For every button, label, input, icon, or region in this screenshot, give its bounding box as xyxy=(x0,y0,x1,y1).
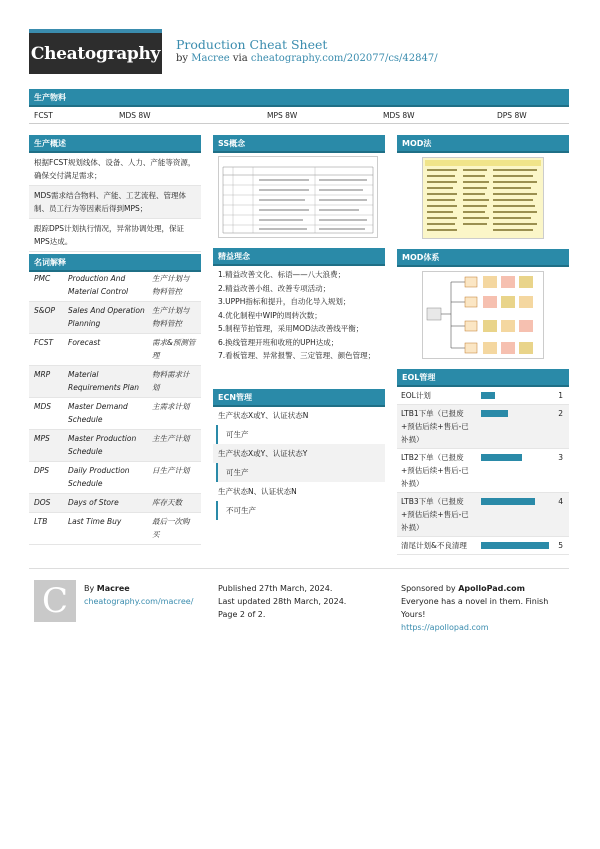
mod-table-thumbnail xyxy=(423,158,543,238)
ecn-state: 生产状态X或Y、认证状态Y xyxy=(213,444,385,463)
ecn-result: 可生产 xyxy=(216,463,385,482)
lean-list xyxy=(218,268,384,363)
ecn-state: 生产状态X或Y、认证状态N xyxy=(218,411,309,420)
eol-value-bar xyxy=(481,542,549,549)
ecn-result: 不可生产 xyxy=(216,501,385,520)
footer-divider xyxy=(29,568,569,569)
table-cell: MDS 8W xyxy=(119,111,151,120)
sponsor-name[interactable]: ApolloPad.com xyxy=(458,584,525,593)
english-term: Forecast xyxy=(68,338,101,347)
author-link[interactable]: Macree xyxy=(191,53,230,64)
chinese-term: 库存天数 xyxy=(152,498,182,507)
eol-value: 4 xyxy=(558,497,563,506)
sponsor-link[interactable]: https://apollopad.com xyxy=(401,623,489,632)
table-row xyxy=(29,398,201,430)
eol-value-bar xyxy=(481,410,508,417)
author-avatar[interactable]: C xyxy=(34,580,76,622)
table-row xyxy=(29,462,201,494)
list-item: 3.UPPH指标和提升，自动化导入规划； xyxy=(218,297,351,306)
table-row xyxy=(29,366,201,398)
sponsor-text: Everyone has a novel in them. Finish Yours! xyxy=(401,597,549,619)
eol-label: LTB3下单（已报废+预估后续+售后-已补损） xyxy=(401,497,469,532)
table-cell: MDS 8W xyxy=(383,111,415,120)
footer-author-link[interactable]: cheatography.com/macree/ xyxy=(84,597,194,606)
mod-system-diagram-image xyxy=(422,271,544,359)
english-term: Master Demand Schedule xyxy=(68,402,128,424)
english-term: Production And Material Control xyxy=(68,274,129,296)
chinese-term: 主生产计划 xyxy=(152,434,190,443)
footer-dates xyxy=(218,582,388,621)
page-number: Page 2 of 2. xyxy=(218,610,266,619)
byline-by: by xyxy=(176,53,189,64)
eol-value-bar xyxy=(481,454,522,461)
list-item: 跟踪DPS计划执行情况，异常协调处理，保证MPS达成。 xyxy=(29,219,201,252)
page-title: Production Cheat Sheet xyxy=(176,37,328,52)
chinese-term: 主需求计划 xyxy=(152,402,190,411)
abbr: MDS xyxy=(34,402,52,411)
english-term: Material Requirements Plan xyxy=(68,370,139,392)
english-term: Last Time Buy xyxy=(68,517,122,526)
eol-value: 3 xyxy=(558,453,563,462)
list-item: MDS需求结合物料、产能、工艺流程、管理体制、员工行为等因素后得到MPS； xyxy=(29,186,201,219)
list-item: 1.精益改善文化、标语——八大浪费； xyxy=(218,270,346,279)
table-row xyxy=(29,270,201,302)
section-header-production-materials: 生产物料 xyxy=(29,89,569,105)
overview-list xyxy=(29,153,201,252)
table-row xyxy=(29,430,201,462)
section-header-ss: SS概念 xyxy=(213,135,385,151)
table-row xyxy=(397,537,569,555)
abbr: LTB xyxy=(34,517,48,526)
eol-value-bar xyxy=(481,392,495,399)
mod-method-image xyxy=(422,157,544,239)
abbr: MRP xyxy=(34,370,51,379)
section-header-mod-system: MOD体系 xyxy=(397,249,569,265)
section-header-eol: EOL管理 xyxy=(397,369,569,385)
english-term: Daily Production Schedule xyxy=(68,466,130,488)
eol-label: LTB1下单（已报废+预估后续+售后-已补损） xyxy=(401,409,469,444)
byline xyxy=(176,53,438,64)
abbr: DOS xyxy=(34,498,51,507)
section-header-overview: 生产概述 xyxy=(29,135,201,151)
abbr: FCST xyxy=(34,338,54,347)
eol-value-bar xyxy=(481,498,535,505)
abbr: DPS xyxy=(34,466,50,475)
ecn-state: 生产状态N、认证状态N xyxy=(218,487,297,496)
footer-author xyxy=(84,582,204,608)
list-item: 6.换线管理开班和收班的UPH达成； xyxy=(218,337,339,347)
table-row xyxy=(397,493,569,537)
published-date: Published 27th March, 2024. xyxy=(218,584,333,593)
table-cell: MPS 8W xyxy=(267,111,298,120)
ss-concept-table-image xyxy=(218,156,378,238)
section-header-mod: MOD法 xyxy=(397,135,569,151)
list-item: 根据FCST规划线体、设备、人力、产能等资源，确保交付满足需求； xyxy=(29,153,201,186)
table-row xyxy=(29,513,201,545)
eol-label: 清尾计划&不良清理 xyxy=(401,541,467,550)
ecn-result: 可生产 xyxy=(216,425,385,444)
chinese-term: 生产计划与物料管控 xyxy=(152,274,190,296)
table-row xyxy=(29,334,201,366)
table-cell: FCST xyxy=(34,111,53,120)
byline-via: via xyxy=(232,53,248,64)
footer-by: By xyxy=(84,584,95,593)
table-cell: DPS 8W xyxy=(497,111,527,120)
abbr: S&OP xyxy=(34,306,56,315)
production-materials-row xyxy=(29,108,569,124)
eol-value: 1 xyxy=(558,391,563,400)
ecn-list xyxy=(213,406,385,520)
list-item: 7.看板管理、异常报警、三定管理、颜色管理； xyxy=(218,351,376,360)
eol-label: LTB2下单（已报废+预估后续+售后-已补损） xyxy=(401,453,469,488)
list-item: 5.制程节拍管理，采用MOD法改善线平衡； xyxy=(218,324,364,333)
table-row xyxy=(397,405,569,449)
english-term: Days of Store xyxy=(68,498,119,507)
updated-date: Last updated 28th March, 2024. xyxy=(218,597,347,606)
ss-table-thumbnail xyxy=(219,157,377,237)
sponsor-prefix: Sponsored by xyxy=(401,584,456,593)
footer-sponsor xyxy=(401,582,566,634)
footer-author-name[interactable]: Macree xyxy=(96,584,130,593)
list-item: 4.优化制程中WIP的周转次数； xyxy=(218,310,322,320)
eol-value: 5 xyxy=(558,541,563,550)
english-term: Sales And Operation Planning xyxy=(68,306,145,328)
abbr: PMC xyxy=(34,274,51,283)
chinese-term: 需求&预测管理 xyxy=(152,338,196,360)
eol-label: EOL计划 xyxy=(401,391,431,400)
cheatography-logo[interactable]: Cheatography xyxy=(29,29,162,74)
list-item: 2.精益改善小组、改善专项活动； xyxy=(218,283,331,293)
section-header-glossary: 名词解释 xyxy=(29,254,201,270)
abbr: MPS xyxy=(34,434,50,443)
section-header-ecn: ECN管理 xyxy=(213,389,385,405)
glossary-table xyxy=(29,270,201,545)
table-row xyxy=(397,449,569,493)
chinese-term: 最后一次购买 xyxy=(152,517,190,539)
chinese-term: 物料需求计划 xyxy=(152,370,190,392)
table-row xyxy=(29,302,201,334)
chinese-term: 日生产计划 xyxy=(152,466,190,475)
chinese-term: 生产计划与物料管控 xyxy=(152,306,190,328)
section-header-lean: 精益理念 xyxy=(213,248,385,264)
table-row xyxy=(397,387,569,405)
eol-table xyxy=(397,387,569,555)
mod-system-thumbnail xyxy=(423,272,543,358)
english-term: Master Production Schedule xyxy=(68,434,137,456)
sheet-url-link[interactable]: cheatography.com/202077/cs/42847/ xyxy=(250,53,438,64)
eol-value: 2 xyxy=(558,409,563,418)
table-row xyxy=(29,494,201,513)
